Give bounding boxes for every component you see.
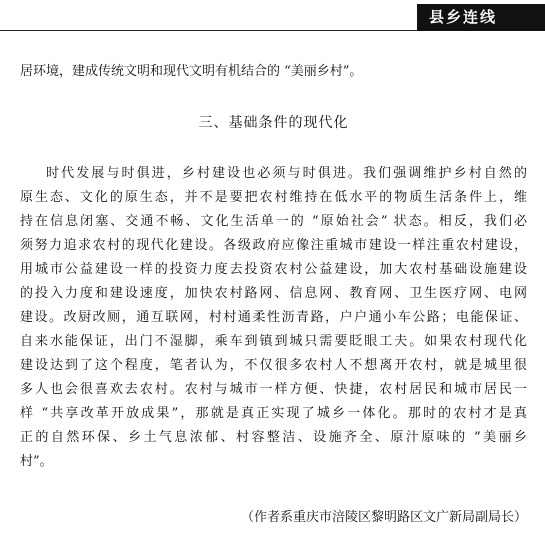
paragraph-line: 原生态、文化的原生态，并不是要把农村维持在低水平的物质生活条件上，维 (20, 190, 527, 205)
paragraph-line: 的投入力度和建设速度，加快农村路网、信息网、教育网、卫生医疗网、电网 (20, 286, 527, 301)
body-paragraph (20, 162, 527, 474)
paragraph-line: 须努力追求农村的现代化建设。各级政府应像注重城市建设一样注重农村建设， (20, 238, 527, 253)
section-heading: 三、基础条件的现代化 (198, 115, 349, 131)
lead-line: 居环境，建成传统文明和现代文明有机结合的 “美丽乡村”。 (20, 64, 363, 79)
paragraph-line: 时代发展与时俱进，乡村建设也必须与时俱进。我们强调维护乡村自然的 (46, 166, 527, 181)
paragraph-line: 自来水能保证，出门不湿脚，乘车到镇到城只需要眨眼工夫。如果农村现代化 (20, 334, 527, 349)
paragraph-line: 用城市公益建设一样的投资力度去投资农村公益建设，加大农村基础设施建设 (20, 262, 527, 277)
paragraph-line: 正的自然环保、乡土气息浓郁、村容整洁、设施齐全、原汁原味的 “美丽乡 (20, 430, 527, 445)
paragraph-line: 持在信息闭塞、交通不畅、文化生活单一的 “原始社会” 状态。相反，我们必 (20, 214, 527, 229)
paragraph-line: 多人也会很喜欢去农村。农村与城市一样方便、快捷，农村居民和城市居民一 (20, 382, 527, 397)
paragraph-line: 村”。 (20, 454, 53, 469)
paragraph-line: 样 “共享改革开放成果”，那就是真正实现了城乡一体化。那时的农村才是真 (20, 406, 527, 421)
paragraph-line: 建设达到了这个程度，笔者认为，不仅很多农村人不想离开农村，就是城里很 (20, 358, 527, 373)
author-byline: （作者系重庆市涪陵区黎明路区文广新局副局长） (240, 510, 527, 525)
paragraph-line: 建设。改厨改厕，通互联网，村村通柔性沥青路，户户通小车公路；电能保证、 (20, 310, 527, 325)
column-label: 县乡连线 (417, 4, 545, 31)
